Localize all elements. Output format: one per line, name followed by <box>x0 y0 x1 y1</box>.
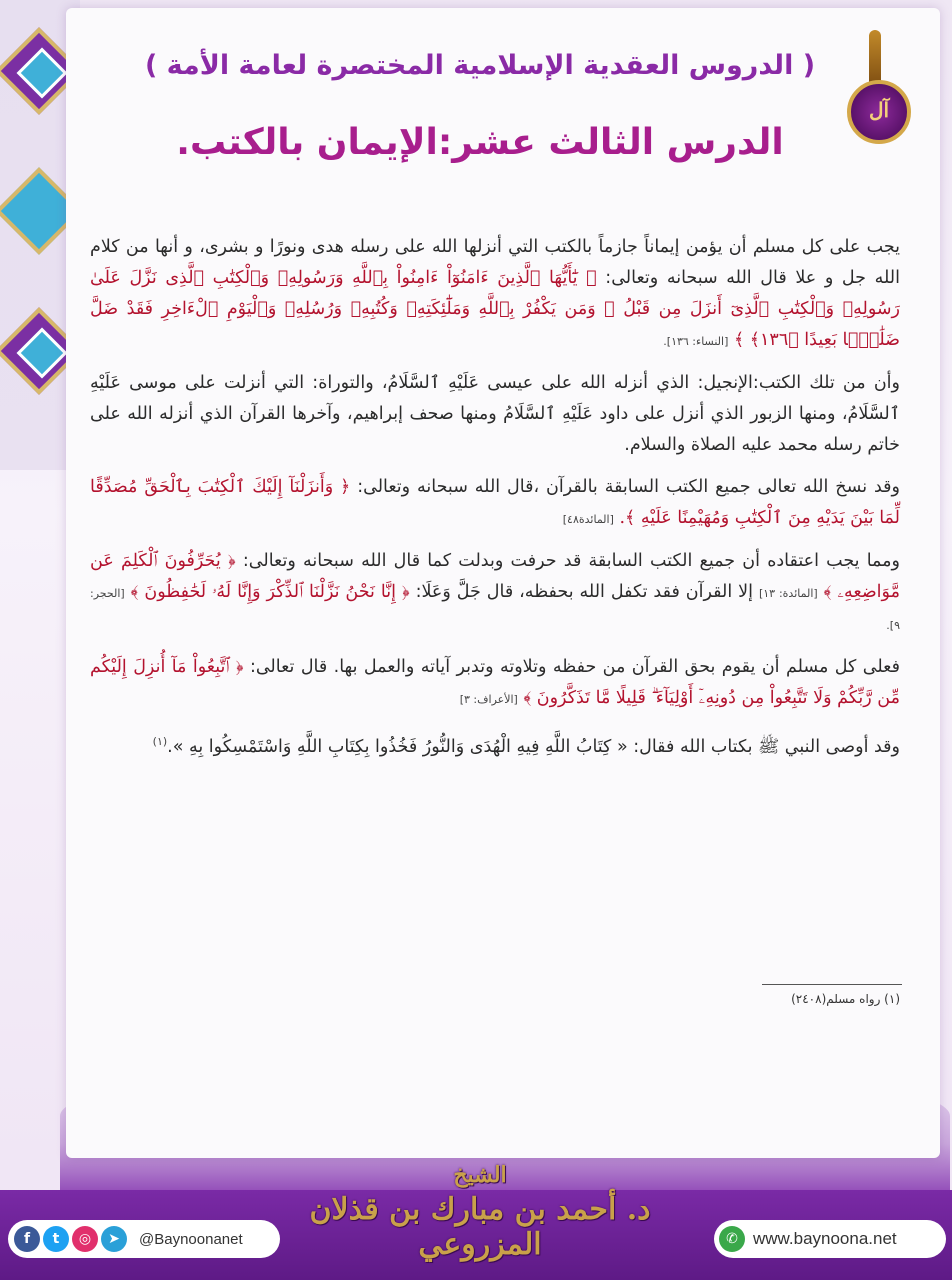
paragraph-text: إلا القرآن فقد تكفل الله بحفظه، قال جَلَّ وَعَلَا: <box>409 582 759 602</box>
paragraph-3 <box>90 472 900 535</box>
logo-emblem <box>847 80 911 144</box>
facebook-icon[interactable]: f <box>14 1226 40 1252</box>
whatsapp-icon: ✆ <box>719 1226 745 1252</box>
signature <box>300 1162 660 1272</box>
paragraph-1 <box>90 232 900 357</box>
website-url[interactable]: www.baynoona.net <box>753 1229 897 1248</box>
social-links <box>8 1220 280 1258</box>
quran-verse: ﴿ إِنَّا نَحْنُ نَزَّلْنَا ٱلذِّكْرَ وَإِنَّا لَهُۥ لَحَٰفِظُونَ ﴾ <box>130 582 410 602</box>
paragraph-5 <box>90 652 900 715</box>
verse-reference: [النساء: ١٣٦]. <box>663 335 729 348</box>
paragraph-text: ومما يجب اعتقاده أن جميع الكتب السابقة قد حرفت وبدلت كما قال الله سبحانه وتعالى: <box>235 551 900 571</box>
verse-reference: [المائدة: ١٣] <box>758 587 818 600</box>
verse-reference: [الحجر: ٩]. <box>90 587 900 632</box>
series-title: ( الدروس العقدية الإسلامية المختصرة لعامة الأمة ) <box>144 50 816 81</box>
paragraph-2 <box>90 368 900 461</box>
paragraph-text: فعلى كل مسلم أن يقوم بحق القرآن من حفظه وتلاوته وتدبر آياته والعمل بها. قال تعالى: <box>243 657 900 677</box>
quran-verse: ﴿ يُحَرِّفُونَ ٱلْكَلِمَ عَن مَّوَاضِعِهِۦ ﴾ <box>90 551 900 602</box>
signature-name: د. أحمد بن مبارك بن قذلان المزروعي <box>309 1192 651 1262</box>
social-handle[interactable]: @Baynoonanet <box>139 1230 243 1248</box>
website-link[interactable] <box>714 1220 946 1258</box>
verse-reference: [المائدة٤٨] <box>562 513 614 526</box>
paragraph-text: وقد نسخ الله تعالى جميع الكتب السابقة بالقرآن ،قال الله سبحانه وتعالى: <box>350 477 900 497</box>
logo-text: آل <box>868 98 890 122</box>
verse-reference: [الأعراف: ٣] <box>459 693 518 706</box>
paragraph-text: يجب على كل مسلم أن يؤمن إيماناً جازماً بالكتب التي أنزلها الله على رسله هدى ونورًا و بشرى، و أنها من كلام الله جل و علا قال الله سبحانه وتعالى: <box>90 237 900 288</box>
twitter-icon[interactable]: t <box>43 1226 69 1252</box>
quran-verse: ﴿ وَأَنزَلْنَآ إِلَيْكَ ٱلْكِتَٰبَ بِٱلْحَقِّ مُصَدِّقًا لِّمَا بَيْنَ يَدَيْهِ مِنَ ٱلْكِتَٰبِ وَمُهَيْمِنًا عَلَيْهِ ﴾. <box>90 477 900 528</box>
paragraph-text: وقد أوصى النبي ﷺ بكتاب الله فقال: « كِتَابُ اللَّهِ فِيهِ الْهُدَى وَالنُّورُ فَخُذُوا بِكِتَابِ اللَّهِ وَاسْتَمْسِكُوا بِهِ ». <box>167 736 900 757</box>
logo <box>845 20 905 160</box>
telegram-icon[interactable]: ➤ <box>101 1226 127 1252</box>
footnote-divider <box>762 984 902 985</box>
footnote-marker: (١) <box>152 735 168 748</box>
instagram-icon[interactable]: ◎ <box>72 1226 98 1252</box>
footnote: (١) رواه مسلم(٢٤٠٨) <box>791 992 900 1006</box>
lesson-body <box>90 232 900 774</box>
paragraph-text: وأن من تلك الكتب:الإنجيل: الذي أنزله الله على عيسى عَلَيْهِ ٱلسَّلَامُ، والتوراة: التي أنزلت على موسى عَلَيْهِ ٱلسَّلَامُ، ومنها الزبور الذي أنزل على داود عَلَيْهِ ٱلسَّلَامُ ومنها صحف إبراهيم، وآخرها القرآن الذي أنزله الله على خاتم رسله محمد عليه الصلاة والسلام. <box>90 373 900 455</box>
quran-verse: ﴿ ٱتَّبِعُواْ مَآ أُنزِلَ إِلَيْكُم مِّن رَّبِّكُمْ وَلَا تَتَّبِعُواْ مِن دُونِهِۦٓ أَوْلِيَآءَ ۗ قَلِيلًا مَّا تَذَكَّرُونَ ﴾ <box>90 657 900 708</box>
paragraph-6 <box>90 726 900 763</box>
quran-verse: ﴿ يَٰٓأَيُّهَا ٱلَّذِينَ ءَامَنُوٓاْ ءَامِنُواْ بِٱللَّهِ وَرَسُولِهِۦ وَٱلْكِتَٰبِ ٱلَّذِى نَزَّلَ عَلَىٰ رَسُولِهِۦ وَٱلْكِتَٰبِ ٱلَّذِىٓ أَنزَلَ مِن قَبْلُ ۚ وَمَن يَكْفُرْ بِٱللَّهِ وَمَلَٰٓئِكَتِهِۦ وَكُتُبِهِۦ وَرُسُلِهِۦ وَٱلْيَوْمِ ٱلْءَاخِرِ فَقَدْ ضَلَّ ضَلَٰلًۢا بَعِيدًا ﴿١٣٦﴾ ﴾ <box>90 268 900 350</box>
lesson-title: الدرس الثالث عشر:الإيمان بالكتب. <box>176 122 784 163</box>
paragraph-4 <box>90 546 900 641</box>
signature-title: الشيخ <box>453 1162 507 1188</box>
